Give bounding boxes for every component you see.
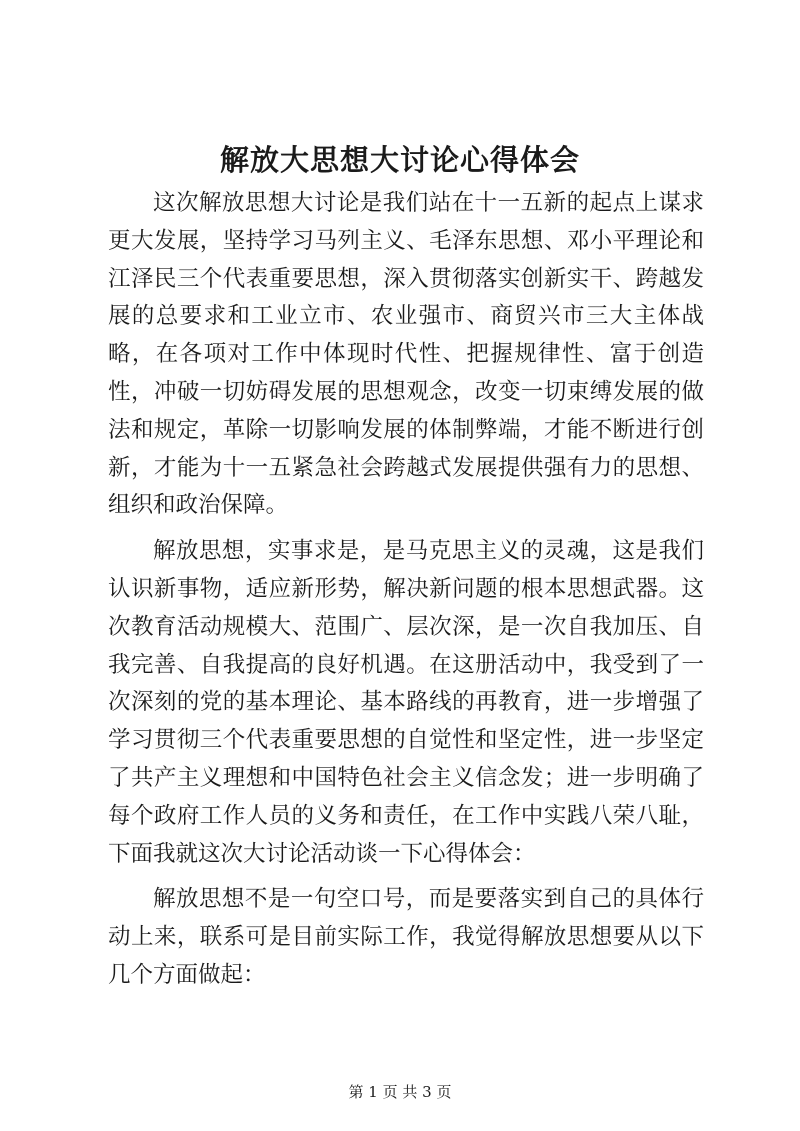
paragraph-2: 解放思想，实事求是，是马克思主义的灵魂，这是我们认识新事物，适应新形势，解决新问题的根本思想武器。这次教育活动规模大、范围广、层次深，是一次自我加压、自我完善、自我提高的良好机遇。在这册活动中，我受到了一次深刻的党的基本理论、基本路线的再教育，进一步增强了学习贯彻三个代表重要思想的自觉性和坚定性，进一步坚定了共产主义理想和中国特色社会主义信念发；进一步明确了每个政府工作人员的义务和责任，在工作中实践八荣八耻，下面我就这次大讨论活动谈一下心得体会： — [108, 538, 704, 867]
document-title: 解放大思想大讨论心得体会 — [219, 143, 580, 177]
page-footer: 第 1 页 共 3 页 — [348, 1083, 452, 1101]
paragraph-1: 这次解放思想大讨论是我们站在十一五新的起点上谋求更大发展，坚持学习马列主义、毛泽东思想、邓小平理论和江泽民三个代表重要思想，深入贯彻落实创新实干、跨越发展的总要求和工业立市、农业强市、商贸兴市三大主体战略，在各项对工作中体现时代性、把握规律性、富于创造性，冲破一切妨碍发展的思想观念，改变一切束缚发展的做法和规定，革除一切影响发展的体制弊端，才能不断进行创新，才能为十一五紧急社会跨越式发展提供强有力的思想、组织和政治保障。 — [108, 190, 704, 519]
document-body — [108, 185, 704, 1003]
paragraph-3: 解放思想不是一句空口号，而是要落实到自己的具体行动上来，联系可是目前实际工作，我觉得解放思想要从以下几个方面做起： — [108, 886, 704, 988]
